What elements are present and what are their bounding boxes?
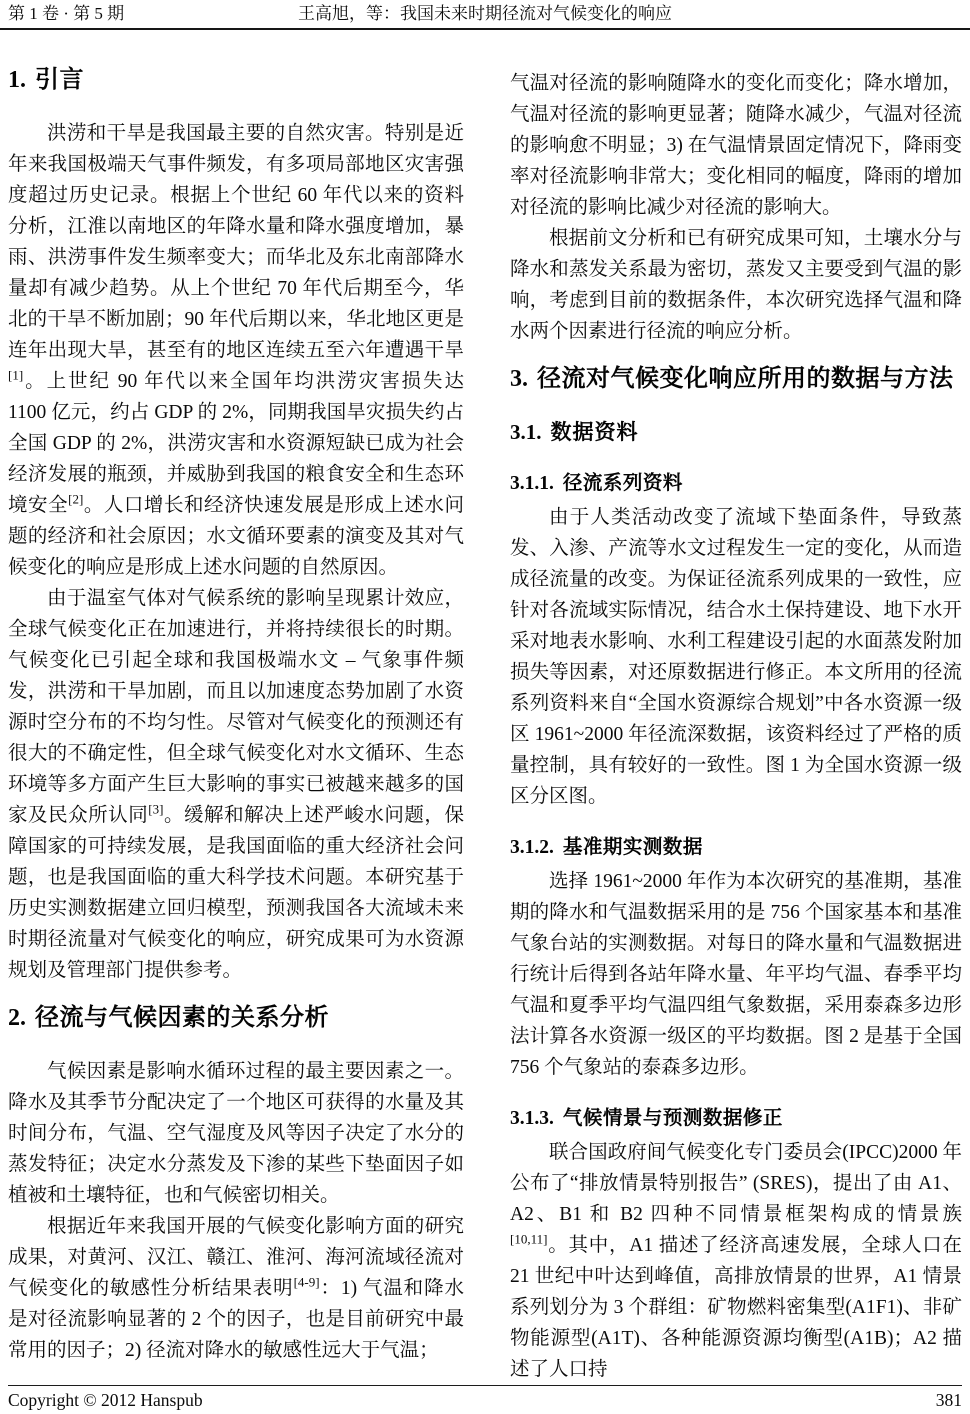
paragraph: 由于人类活动改变了流域下垫面条件，导致蒸发、入渗、产流等水文过程发生一定的变化，从而造成径流量的改变。为保证径流系列成果的一致性，应针对各流域实际情况，结合水土保持建设、地下水开采对地表水影响、水利工程建设引起的水面蒸发附加损失等因素，对还原数据进行修正。本文所用的径流系列资料来自“全国水资源综合规划”中各水资源一级区 1961~2000 年径流深数据，该资料经过了严格的质量控制，具有较好的一致性。图 1 为全国水资源一级区分区图。 bbox=[509, 507, 962, 807]
citation-superscript: [3] bbox=[148, 801, 164, 817]
heading-number: 2. bbox=[8, 1005, 26, 1031]
heading-text: 引言 bbox=[35, 66, 84, 93]
section-heading bbox=[510, 362, 962, 396]
page-footer bbox=[8, 1385, 962, 1411]
right-column bbox=[510, 48, 962, 1385]
citation-superscript: [1] bbox=[8, 367, 24, 383]
paragraph: 气温对径流的影响随降水的变化而变化；降水增加，气温对径流的影响更显著；随降水减少，气温对径流的影响愈不明显；3) 在气温情景固定情况下，降雨变率对径流影响非常大；变化相同的幅度，降雨的增加对径流的影响比减少对径流的影响大。 bbox=[509, 73, 962, 218]
heading-text: 径流系列资料 bbox=[562, 472, 683, 494]
section-heading bbox=[510, 1104, 962, 1133]
paragraph: 洪涝和干旱是我国最主要的自然灾害。特别是近年来我国极端天气事件频发，有多项局部地区灾害强度超过历史记录。根据上个世纪 60 年代以来的资料分析，江淮以南地区的年降水量和降水强度增加，暴雨、洪涝事件发生频率变大；而华北及东北南部降水量却有减少趋势。从上个世纪 70 年代后期至今，华北的干旱不断加剧；90 年代后期以来，华北地区更是连年出现大旱，甚至有的地区连续五至六年遭遇干旱[1]。上世纪 90 年代以来全国年均洪涝灾害损失达 1100 亿元，约占 GDP 的 2%，同期我国旱灾损失约占全国 GDP 的 2%，洪涝灾害和水资源短缺已成为社会经济发展的瓶颈，并威胁到我国的粮食安全和生态环境安全[2]。人口增长和经济快速发展是形成上述水问题的经济和社会原因；水文循环要素的演变及其对气候变化的响应是形成上述水问题的自然原因。 bbox=[8, 123, 464, 578]
section-heading bbox=[8, 1001, 464, 1035]
paragraph: 由于温室气体对气候系统的影响呈现累计效应，全球气候变化正在加速进行，并将持续很长的时期。气候变化已引起全球和我国极端水文 – 气象事件频发，洪涝和干旱加剧，而且以加速度态势加剧了水资源时空分布的不均匀性。尽管对气候变化的预测还有很大的不确定性，但全球气候变化对水文循环、生态环境等多方面产生巨大影响的事实已被越来越多的国家及民众所认同[3]。缓解和解决上述严峻水问题，保障国家的可持续发展，是我国面临的重大经济社会问题，也是我国面临的重大科学技术问题。本研究基于历史实测数据建立回归模型，预测我国各大流域未来时期径流量对气候变化的响应，研究成果可为水资源规划及管理部门提供参考。 bbox=[8, 588, 464, 981]
section-heading bbox=[510, 469, 962, 498]
page-body bbox=[8, 48, 962, 1385]
page-header bbox=[0, 0, 970, 30]
copyright-text: Copyright © 2012 Hanspub bbox=[8, 1390, 203, 1410]
heading-text: 数据资料 bbox=[550, 421, 639, 444]
running-title: 王高旭，等：我国未来时期径流对气候变化的响应 bbox=[298, 4, 672, 23]
section-heading bbox=[510, 417, 962, 448]
heading-number: 3.1.3. bbox=[509, 1108, 554, 1129]
section-heading bbox=[510, 833, 962, 862]
citation-superscript: [2] bbox=[68, 491, 84, 507]
heading-number: 3.1.2. bbox=[509, 837, 554, 858]
heading-number: 3.1. bbox=[509, 420, 542, 444]
heading-text: 径流对气候变化响应所用的数据与方法 bbox=[536, 365, 954, 392]
paragraph: 根据近年来我国开展的气候变化影响方面的研究成果，对黄河、汉江、赣江、淮河、海河流域径流对气候变化的敏感性分析结果表明[4-9]：1) 气温和降水是对径流影响显著的 2 个的因子，也是目前研究中最常用的因子；2) 径流对降水的敏感性远大于气温； bbox=[8, 1216, 464, 1361]
left-column bbox=[8, 48, 464, 1385]
heading-number: 1. bbox=[8, 67, 26, 93]
heading-text: 基准期实测数据 bbox=[562, 836, 703, 858]
paragraph: 选择 1961~2000 年作为本次研究的基准期，基准期的降水和气温数据采用的是 756 个国家基本和基准气象台站的实测数据。对每日的降水量和气温数据进行统计后得到各站年降水量、年平均气温、春季平均气温和夏季平均气温四组气象数据，采用泰森多边形法计算各水资源一级区的平均数据。图 2 是基于全国 756 个气象站的泰森多边形。 bbox=[509, 871, 962, 1078]
heading-text: 径流与气候因素的关系分析 bbox=[35, 1004, 329, 1031]
paragraph: 联合国政府间气候变化专门委员会(IPCC)2000 年公布了“排放情景特别报告” (SRES)，提出了由 A1、A2、B1 和 B2 四种不同情景框架构成的情景族[10,11]。其中，A1 描述了经济高速发展，全球人口在 21 世纪中叶达到峰值，高排放情景的世界，A1 情景系列划分为 3 个群组：矿物燃料密集型(A1F1)、非矿物能源型(A1T)、各种能源资源均衡型(A1B)；A2 描述了人口持 bbox=[509, 1142, 962, 1380]
heading-number: 3. bbox=[509, 366, 528, 392]
citation-superscript: [4-9] bbox=[293, 1274, 320, 1290]
section-heading bbox=[8, 63, 464, 97]
paragraph: 根据前文分析和已有研究成果可知，土壤水分与降水和蒸发关系最为密切，蒸发又主要受到气温的影响，考虑到目前的数据条件，本次研究选择气温和降水两个因素进行径流的响应分析。 bbox=[509, 228, 962, 342]
page-number: 381 bbox=[935, 1390, 962, 1410]
heading-text: 气候情景与预测数据修正 bbox=[562, 1107, 783, 1129]
heading-number: 3.1.1. bbox=[509, 473, 554, 494]
citation-superscript: [10,11] bbox=[509, 1231, 548, 1247]
issue-label: 第 1 卷 · 第 5 期 bbox=[8, 4, 125, 23]
paragraph: 气候因素是影响水循环过程的最主要因素之一。降水及其季节分配决定了一个地区可获得的水量及其时间分布，气温、空气湿度及风等因子决定了水分的蒸发特征；决定水分蒸发及下渗的某些下垫面因子如植被和土壤特征，也和气候密切相关。 bbox=[8, 1061, 464, 1206]
